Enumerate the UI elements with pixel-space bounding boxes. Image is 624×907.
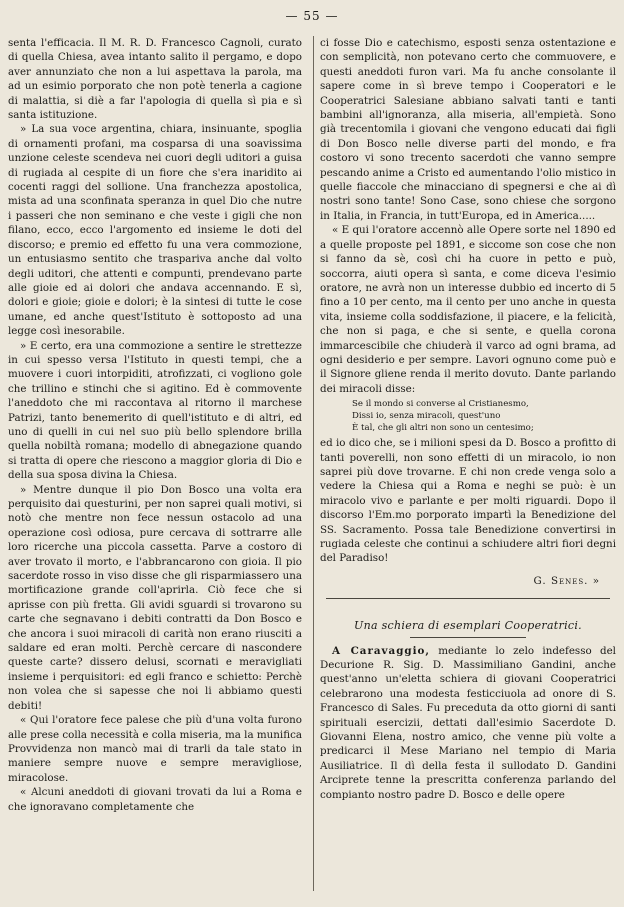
paragraph: » E certo, era una commozione a sentire le strettezze in cui spesso versa l'Istituto in questi tempi, che a muovere i cuori intorpiditi, atrofizzati, ci vogliono gole che trillino e stinchi che si agitino. Ed è commovente l'aneddoto che mi raccontava al ritorno il marchese Patrizi, tanto benemerito di quell'istituto e di altri, ed uno di quelli in cui nel suo più bello splendore brilla quella nobiltà romana; modello di abnegazione quando si tratta di opere che riescono a maggior gloria di Dio e della sua sposa divina la Chiesa.: [8, 339, 302, 482]
section-place: A Caravaggio,: [332, 644, 430, 657]
verse-line: Dissi io, senza miracoli, quest'uno: [352, 411, 501, 422]
paragraph: senta l'efficacia. Il M. R. D. Francesco Cagnoli, curato di quella Chiesa, avea intanto salito il pergamo, e dopo aver annunziato che non a lui aspettava la parola, ma ad un esimio porporato che non potè tenerla a cagione di malattia, si diè a far l'apologia di quella sì pia e sì santa istituzione.: [8, 37, 302, 122]
section-paragraph: [320, 644, 616, 802]
verse-line: Se il mondo si converse al Cristianesmo,: [352, 399, 529, 410]
verse-line: È tal, che gli altri non sono un centesimo;: [352, 423, 534, 434]
paragraph: « Alcuni aneddoti di giovani trovati da lui a Roma e che ignoravano completamente che: [8, 786, 302, 813]
column-divider: [313, 36, 314, 891]
paragraph: » Mentre dunque il pio Don Bosco una volta era perquisito dai questurini, per non saprei quali motivi, si notò che mentre non fece nessun ostacolo ad una operazione così odiosa, pure cercava di sottrarre alle loro ricerche una piccola cassetta. Parve a costoro di aver trovato il morto, e l'abbrancarono con gioia. Il pio sacerdote rosso in viso disse che gli risparmiassero una mortificazione grande coll'aprirla. Ciò fece che si aprisse con più fretta. Gli avidi sguardi si trovarono su carte che segnavano i debiti contratti da Don Bosco e che ancora i suoi miracoli di carità non erano riusciti a saldare ed eran molti. Perchè cercare di nascondere queste carte? dissero delusi, scornati e meravigliati insieme i perquisitori: ed egli franco e schietto: Perchè non volea che si sapesse che noi li abbiamo questi debiti!: [8, 483, 302, 712]
section-title: Una schiera di esemplari Cooperatrici.: [354, 619, 582, 633]
paragraph: » La sua voce argentina, chiara, insinuante, spoglia di ornamenti profani, ma cosparsa di una soavissima unzione celeste scendeva nei cuori degli uditori a guisa di rugiada al cespite di un fiore che s'era inaridito ai cocenti raggi del sollione. Una franchezza apostolica, mista ad una sconfinata speranza in quel Dio che nutre i passeri che non seminano e che veste i gigli che non filano, ecco, ecco l'argomento ed insieme le doti del discorso; e premio ed effetto fu una vera commozione, un entusiasmo sentito che traspariva anche dal volto degli uditori, che attenti e compunti, prendevano parte alle gioie ed ai dolori che andava accennando. E sì, dolori e gioie; gioie e dolori; è la sintesi di tutte le cose umane, ed anche quest'Istituto è sottoposto ad una legge così inesorabile.: [8, 123, 302, 338]
paragraph: ci fosse Dio e catechismo, esposti senza ostentazione e con semplicità, non potevano certo che commuovere, e questi aneddoti furon vari. Ma fu anche consolante il sapere come in sì breve tempo i Cooperatori e le Cooperatrici Salesiane abbiano salvati tanti e tanti bambini all'ignoranza, alla miseria, all'empietà. Sono già trecentomila i giovani che vengono educati dai figli di Don Bosco nelle diverse parti del mondo, e fra costoro vi sono trecento sacerdoti che vanno sempre pescando anime a Cristo ed aumentando l'olio mistico in quelle fiaccole che minacciano di spegnersi e che ai dì nostri sono tante! Sono Case, sono chiese che sorgono in Italia, in Francia, in tutt'Europa, ed in America.....: [320, 37, 616, 222]
left-column: [8, 36, 302, 814]
signature: G. Senes. »: [533, 574, 600, 587]
paragraph: ed io dico che, se i milioni spesi da D. Bosco a profitto di tanti poverelli, non sono effetti di un miracolo, io non saprei più dove trovarne. E chi non crede venga solo a vedere la Chiesa qui a Roma e neghi se può: è un miracolo vivo e parlante e per molti riguardi. Dopo il discorso l'Em.mo porporato impartì la Benedizione del SS. Sacramento. Possa tale Benedizione convertirsi in rugiada celeste che continui a schiudere altri fiori degni del Paradiso!: [320, 437, 616, 565]
section-text: mediante lo zelo indefesso del Decurione R. Sig. D. Massimiliano Gandini, anche quest'anno un'eletta schiera di giovani Cooperatrici celebrarono una modesta festicciuola ad onore di S. Francesco di Sales. Fu preceduta da otto giorni di santi spirituali esercizii, dettati dall'esimio Sacerdote D. Giovanni Elena, nostro amico, che venne più volte a predicarci il Mese Mariano nel tempio di Maria Ausiliatrice. Il dì della festa il sullodato D. Gandini Arciprete tenne la prescritta conferenza parlando del compianto nostro padre D. Bosco e delle opere: [320, 644, 616, 801]
paragraph: « E qui l'oratore accennò alle Opere sorte nel 1890 ed a quelle proposte pel 1891, e siccome son cose che non si fanno da sè, così chi ha cuore in petto e può, soccorra, aiuti opera sì santa, e come diceva l'esimio oratore, ne avrà non un interesse dubbio ed incerto di 5 fino a 10 per cento, ma il cento per uno anche in questa vita, insieme colla soddisfazione, il piacere, e la felicità, che non si paga, e che si sente, e quella corona immarcescibile che chiuderà il varco ad ogni brama, ad ogni desiderio e per sempre. Lavori ognuno come può e il Signore gliene renda il merito dovuto. Dante parlando dei miracoli disse:: [320, 224, 616, 395]
section-rule: [326, 598, 610, 599]
section-title-underline: [410, 637, 526, 638]
page-number: — 55 —: [285, 9, 339, 23]
right-column: [320, 36, 616, 802]
dante-verse: [352, 398, 616, 434]
paragraph: « Qui l'oratore fece palese che più d'una volta furono alle prese colla necessità e colla miseria, ma la munifica Provvidenza non mancò mai di trarli da tale stato in maniere sempre nuove e sempre meravigliose, miracolose.: [8, 714, 302, 784]
